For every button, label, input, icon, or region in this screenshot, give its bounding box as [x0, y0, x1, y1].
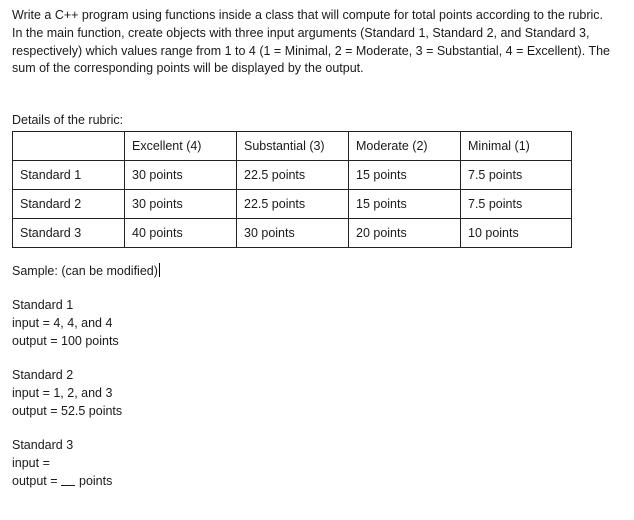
sample-block-standard-2 — [12, 367, 122, 420]
row-label: Standard 3 — [13, 219, 125, 248]
table-cell: 30 points — [125, 190, 237, 219]
sample-heading — [12, 263, 160, 280]
sample-output-suffix: points — [79, 473, 113, 488]
sample-input: input = — [12, 455, 50, 470]
table-cell: 7.5 points — [461, 190, 572, 219]
table-cell: 22.5 points — [237, 161, 349, 190]
answer-blank — [61, 473, 75, 486]
table-cell: 30 points — [125, 161, 237, 190]
sample-title: Standard 3 — [12, 438, 74, 452]
sample-input: input = 4, 4, and 4 — [12, 315, 113, 330]
table-cell: 10 points — [461, 219, 572, 248]
table-cell: 15 points — [349, 161, 461, 190]
problem-statement-text: Write a C++ program using functions inside a class that will compute for total points according to the rubric. In the main function, create objects with three input arguments (Standard 1, Standard 2, and Standard 3, respectively) which values range from 1 to 4 (1 = Minimal, 2 = Moderate, 3 = Substantial, 4 = Excellent). The sum of the corresponding points will be displayed by the output. — [12, 8, 610, 76]
sample-output: output = 52.5 points — [12, 403, 123, 418]
rubric-header-cell: Minimal (1) — [461, 132, 572, 161]
table-cell: 40 points — [125, 219, 237, 248]
text-cursor — [159, 263, 160, 277]
table-cell: 22.5 points — [237, 190, 349, 219]
rubric-header-cell: Substantial (3) — [237, 132, 349, 161]
sample-input: input = 1, 2, and 3 — [12, 385, 113, 400]
rubric-header-cell — [13, 132, 125, 161]
sample-title: Standard 2 — [12, 368, 74, 382]
problem-statement — [12, 7, 612, 78]
rubric-table — [12, 131, 572, 248]
sample-block-standard-3 — [12, 437, 112, 490]
table-row — [13, 219, 572, 248]
table-row — [13, 190, 572, 219]
sample-output-prefix: output = — [12, 473, 61, 488]
rubric-header-row — [13, 132, 572, 161]
sample-output — [12, 473, 112, 491]
table-cell: 15 points — [349, 190, 461, 219]
rubric-header-cell: Moderate (2) — [349, 132, 461, 161]
table-cell: 7.5 points — [461, 161, 572, 190]
row-label: Standard 2 — [13, 190, 125, 219]
rubric-header-cell: Excellent (4) — [125, 132, 237, 161]
table-cell: 20 points — [349, 219, 461, 248]
rubric-heading: Details of the rubric: — [12, 113, 124, 127]
sample-title: Standard 1 — [12, 298, 74, 312]
sample-output: output = 100 points — [12, 333, 119, 348]
row-label: Standard 1 — [13, 161, 125, 190]
table-row — [13, 161, 572, 190]
sample-block-standard-1 — [12, 297, 119, 350]
sample-heading-text: Sample: (can be modified) — [12, 264, 158, 278]
table-cell: 30 points — [237, 219, 349, 248]
